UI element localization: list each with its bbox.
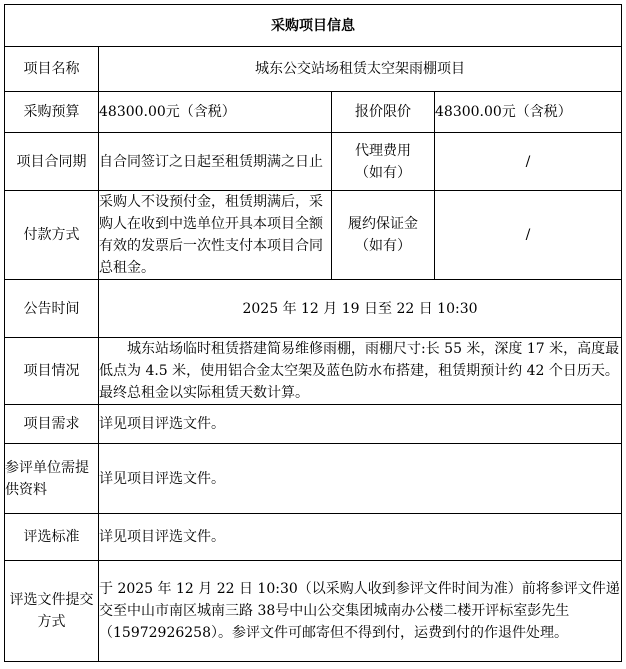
notice-time-value: 2025 年 12 月 19 日至 22 日 10:30 xyxy=(99,280,622,338)
price-limit-value: 48300.00元（含税） xyxy=(435,92,622,133)
table-row xyxy=(5,405,622,444)
table-row xyxy=(5,561,622,662)
required-documents-value: 详见项目评选文件。 xyxy=(99,444,622,514)
table-row xyxy=(5,191,622,280)
performance-bond-label-line1: 履约保证金 xyxy=(348,216,418,232)
table-row xyxy=(5,92,622,133)
price-limit-label: 报价限价 xyxy=(332,92,435,133)
project-name-label: 项目名称 xyxy=(5,47,99,92)
agency-fee-label xyxy=(332,133,435,191)
performance-bond-value: / xyxy=(435,191,622,280)
table-row xyxy=(5,514,622,561)
table-row xyxy=(5,133,622,191)
submission-method-label: 评选文件提交方式 xyxy=(5,561,99,662)
submission-method-value: 于 2025 年 12 月 22 日 10:30（以采购人收到参评文件时间为准）前将参评文件递交至中山市南区城南三路 38号中山公交集团城南办公楼二楼开评标室彭先生（15972926258）。参评文件可邮寄但不得到付，运费到付的作退件处理。 xyxy=(99,561,622,662)
project-name-value: 城东公交站场租赁太空架雨棚项目 xyxy=(99,47,622,92)
evaluation-criteria-value: 详见项目评选文件。 xyxy=(99,514,622,561)
table-row xyxy=(5,280,622,338)
agency-fee-label-line1: 代理费用 xyxy=(355,142,411,159)
table-title: 采购项目信息 xyxy=(5,5,622,47)
budget-value: 48300.00元（含税） xyxy=(99,92,332,133)
table-row xyxy=(5,338,622,405)
contract-period-label: 项目合同期 xyxy=(5,133,99,191)
project-situation-label: 项目情况 xyxy=(5,338,99,405)
agency-fee-label-line2: （如有） xyxy=(355,164,411,181)
performance-bond-label-line2: （如有） xyxy=(355,238,411,254)
agency-fee-value: / xyxy=(435,133,622,191)
contract-period-value: 自合同签订之日起至租赁期满之日止 xyxy=(99,133,332,191)
project-requirements-label: 项目需求 xyxy=(5,405,99,444)
payment-method-value: 采购人不设预付金，租赁期满后，采购人在收到中选单位开具本项目全额有效的发票后一次性支付本项目合同总租金。 xyxy=(99,191,332,280)
procurement-info-table xyxy=(4,4,622,662)
project-requirements-value: 详见项目评选文件。 xyxy=(99,405,622,444)
budget-label: 采购预算 xyxy=(5,92,99,133)
evaluation-criteria-label: 评选标准 xyxy=(5,514,99,561)
performance-bond-label xyxy=(332,191,435,280)
table-row xyxy=(5,444,622,514)
notice-time-label: 公告时间 xyxy=(5,280,99,338)
required-documents-label: 参评单位需提供资料 xyxy=(5,444,99,514)
table-title-row xyxy=(5,5,622,47)
table-row xyxy=(5,47,622,92)
payment-method-label: 付款方式 xyxy=(5,191,99,280)
project-situation-value: 城东站场临时租赁搭建简易维修雨棚，雨棚尺寸:长 55 米，深度 17 米，高度最低点为 4.5 米，使用铝合金太空架及蓝色防水布搭建，租赁期预计约 42 个日历天。最终总租金以实际租赁天数计算。 xyxy=(99,338,622,405)
